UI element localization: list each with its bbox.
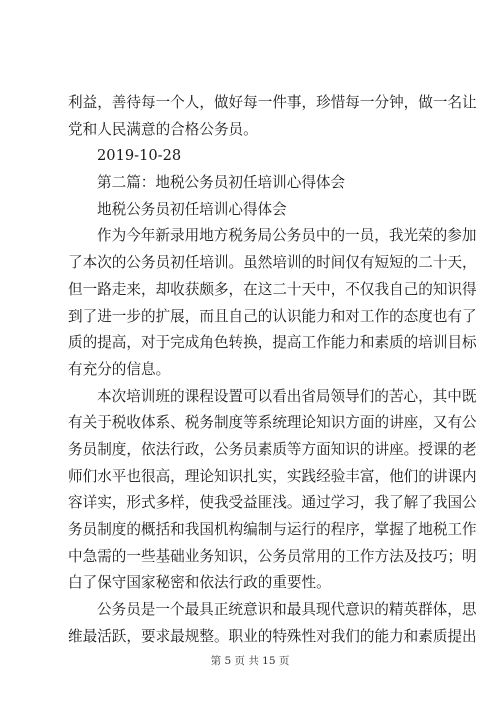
text-line: 2019-10-28: [97, 147, 182, 165]
text-line: 有充分的信息。: [68, 360, 171, 378]
text-line: 作为今年新录用地方税务局公务员中的一员，我光荣的参加: [97, 227, 477, 245]
text-line: 师们水平也很高，理论知识扎实，实践经验丰富，他们的讲课内: [68, 467, 477, 485]
document-body: [68, 90, 477, 650]
text-line: 公务员是一个最具正统意识和最具现代意识的精英群体，思: [97, 601, 477, 619]
text-line: 到了进一步的扩展，而且自己的认识能力和对工作的态度也有了: [68, 307, 477, 325]
text-line: 党和人民满意的合格公务员。: [68, 120, 258, 138]
text-line: 务员制度，依法行政，公务员素质等方面知识的讲座。授课的老: [68, 440, 477, 458]
text-line: 质的提高，对于完成角色转换，提高工作能力和素质的培训目标: [68, 334, 477, 352]
text-line: 白了保守国家秘密和依法行政的重要性。: [68, 574, 331, 592]
text-line: 有关于税收体系、税务制度等系统理论知识方面的讲座，又有公: [68, 414, 477, 432]
text-line: 但一路走来，却收获颇多，在这二十天中，不仅我自己的知识得: [68, 280, 477, 298]
text-line: 第二篇：地税公务员初任培训心得体会: [97, 174, 346, 192]
text-line: 地税公务员初任培训心得体会: [97, 200, 287, 218]
text-line: 本次培训班的课程设置可以看出省局领导们的苦心，其中既: [97, 387, 477, 405]
text-line: 容详实，形式多样，使我受益匪浅。通过学习，我了解了我国公: [68, 494, 477, 512]
page-footer: 第 5 页 共 15 页: [210, 655, 290, 667]
text-line: 维最活跃，要求最规整。职业的特殊性对我们的能力和素质提出: [68, 627, 477, 645]
text-line: 了本次的公务员初任培训。虽然培训的时间仅有短短的二十天，: [68, 254, 477, 272]
text-line: 务员制度的概括和我国机构编制与运行的程序，掌握了地税工作: [68, 521, 477, 538]
text-line: 中急需的一些基础业务知识，公务员常用的工作方法及技巧；明: [68, 547, 477, 565]
text-line: 利益，善待每一个人，做好每一件事，珍惜每一分钟，做一名让: [68, 94, 477, 111]
